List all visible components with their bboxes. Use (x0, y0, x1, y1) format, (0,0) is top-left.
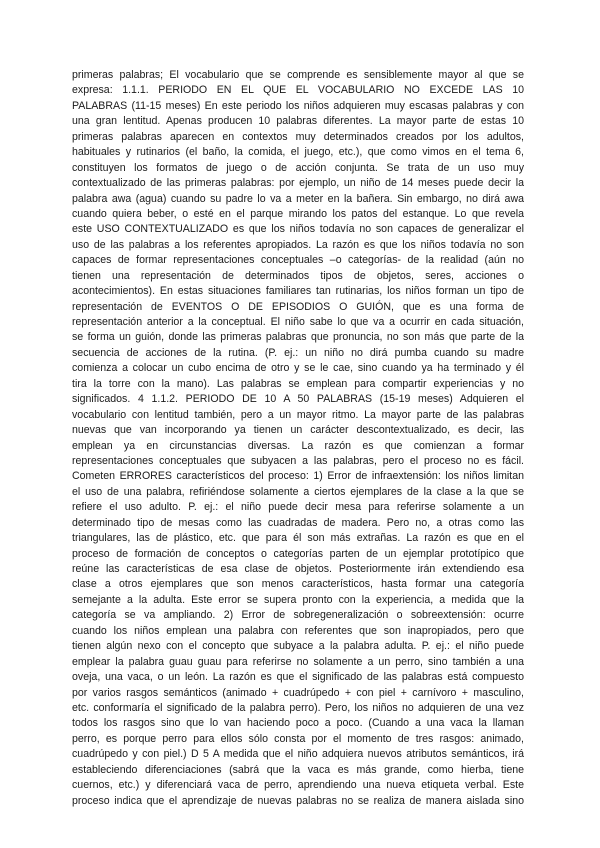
text-line: contextualizado de las primeras palabras: por ejemplo, un niño de 14 meses puede decir la (72, 177, 524, 190)
text-line: significados. 4 1.1.2. PERIODO DE 10 A 50 PALABRAS (15-19 meses) Adquieren el (72, 393, 524, 406)
text-line: cuando los niños emplean una palabra con referentes que son inapropiados, pero que (72, 624, 524, 637)
text-line: semejante a la adulta. Este error se supera pronto con la experiencia, a medida que la (72, 593, 524, 606)
text-line: expresa: 1.1.1. PERIODO EN EL QUE EL VOCABULARIO NO EXCEDE LAS 10 (72, 84, 524, 97)
text-line: acontecimientos). En estas situaciones familiares tan rutinarias, los niños forman un tipo de (72, 285, 524, 298)
text-line: nuevas que van incorporando ya tienen un carácter descontextualizado, es decir, las (72, 424, 524, 437)
text-line: oveja, una vaca, o un león. La razón es que el significado de las palabras está compuesto (72, 671, 524, 684)
text-line: perro, es porque perro para ellos sólo consta por el momento de tres rasgos: animado, (72, 732, 524, 745)
text-line: categoría se va ampliando. 2) Error de sobregeneralización o sobreextensión: ocurre (72, 609, 524, 622)
text-line: el uso de una palabra, refiriéndose solamente a ciertos ejemplares de la clase a la que se (72, 485, 524, 498)
text-line: proceso indica que el aprendizaje de nuevas palabras no se realiza de manera aislada sino (72, 794, 524, 807)
text-line: uso de las palabras a los referentes apropiados. La razón es que los niños todavía no son (72, 238, 524, 251)
text-line: clase a otros ejemplares que son menos característicos, hasta formar una categoría (72, 578, 524, 591)
text-line: tienen algún nexo con el concepto que subyace a la palabra adulta. P. ej.: el niño puede (72, 640, 524, 653)
text-line: reúne las características de esa clase de objetos. Posteriormente irán extendiendo esa (72, 563, 524, 575)
text-line: representaciones conceptuales que subyacen a las palabras, pero el proceso no es fácil. (72, 454, 524, 467)
text-line: se forma un guión, donde las primeras palabras que pronuncia, no son más que parte de la (72, 331, 524, 344)
text-line: emplear la palabra guau guau para referirse no solamente a un perro, sino también a una (72, 655, 524, 668)
text-line: todos los rasgos sino que lo van haciendo poco a poco. (Cuando a una vaca la llaman (72, 717, 524, 730)
text-line: capaces de formar representaciones conceptuales –o categorías- de la realidad (aún no (72, 254, 524, 267)
text-line: representación de EVENTOS O DE EPISODIOS O GUIÓN, que es una forma de (72, 300, 524, 313)
text-line: cuernos, etc.) y diferenciará vaca de perro, aprendiendo una nueva etiqueta verbal. Este (72, 779, 524, 792)
text-line: estableciendo diferenciaciones (sabrá que la vaca es más grande, como hierba, tiene (72, 763, 524, 776)
text-line: una gran lentitud. Apenas producen 10 palabras diferentes. La mayor parte de estas 10 (72, 115, 524, 128)
text-line: comienza a colocar un cubo encima de otro y se le cae, sino cuando ya ha terminado y él (72, 362, 524, 375)
text-line: vocabulario con lentitud también, pero a un mayor ritmo. La mayor parte de las palabras (72, 408, 524, 421)
text-line: cuando quiera beber, o esté en el parque mirando los patos del estanque. Lo que revela (72, 207, 524, 220)
text-line: tira la torre con la mano). Las palabras se emplean para compartir experiencias y no (72, 377, 524, 390)
text-line: primeras palabras; El vocabulario que se comprende es sensiblemente mayor al que se (72, 69, 524, 81)
text-line: por varios rasgos semánticos (animado + cuadrúpedo + con piel + carnívoro + masculino, (72, 686, 524, 699)
text-line: este USO CONTEXTUALIZADO es que los niños todavía no son capaces de generalizar el (72, 223, 524, 236)
text-line: determinado tipo de mesas como las cuadradas de madera. Pero no, a otras como las (72, 516, 524, 529)
text-line: PALABRAS (11-15 meses) En este periodo los niños adquieren muy escasas palabras y con (72, 99, 524, 112)
text-line: Cometen ERRORES característicos del proceso: 1) Error de infraextensión: los niños limitan (72, 470, 524, 483)
text-line: palabra awa (agua) cuando su padre lo va a meter en la bañera. Sin embargo, no dirá awa (72, 192, 524, 205)
text-line: tienen una representación de determinados tipos de objetos, seres, acciones o (72, 269, 524, 282)
document-body (72, 68, 524, 809)
text-line: triangulares, las de plástico, etc. que para él son más extrañas. La razón es que en el (72, 532, 524, 545)
text-line: cuadrúpedo y con piel.) D 5 A medida que el niño adquiera nuevos atributos semánticos, irá (72, 748, 524, 761)
text-line: secuencia de acciones de la rutina. (P. ej.: un niño no dirá pumba cuando su madre (72, 346, 524, 359)
text-line: representación anterior a la conceptual. El niño sabe lo que va a ocurrir en cada situación, (72, 316, 524, 328)
text-line: etc. conformaría el significado de la palabra perro). Pero, los niños no adquieren de una vez (72, 701, 524, 714)
text-line: constituyen los formatos de juego o de acción conjunta. Se trata de un uso muy (72, 161, 524, 174)
text-line: habituales y rutinarios (el baño, la comida, el juego, etc.), que como vimos en el tema 6, (72, 146, 524, 159)
text-line: refiere el uso adulto. P. ej.: el niño puede decir mesa para referirse solamente a un (72, 501, 524, 514)
text-line: proceso de formación de conceptos o categorías parten de un ejemplar prototípico que (72, 547, 524, 560)
text-line: emplean ya en circunstancias diversas. La razón es que comienzan a formar (72, 439, 524, 452)
text-line: primeras palabras aparecen en contextos muy determinados creados por los adultos, (72, 130, 524, 143)
